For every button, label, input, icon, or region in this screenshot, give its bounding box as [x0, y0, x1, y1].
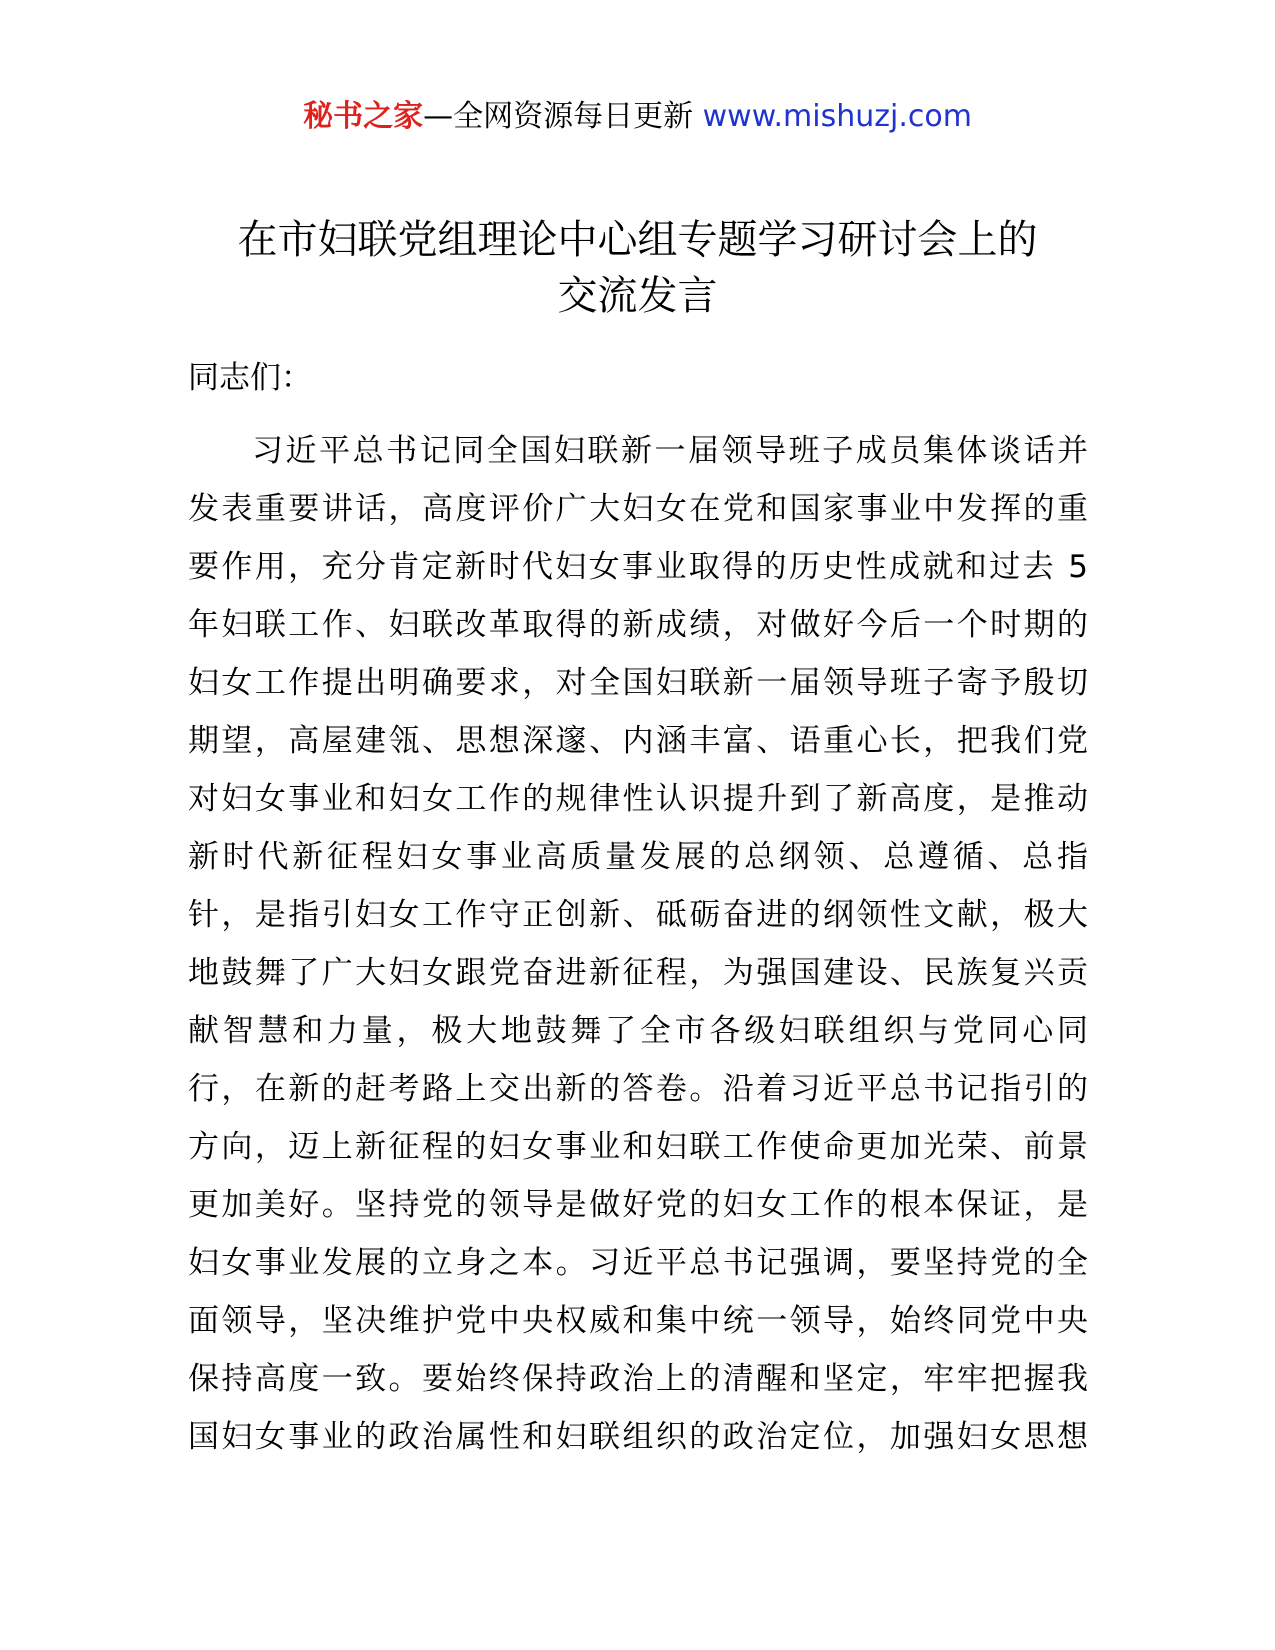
body-line: 行，在新的赶考路上交出新的答卷。沿着习近平总书记指引的 [188, 1071, 1088, 1107]
body-line: 要作用，充分肯定新时代妇女事业取得的历史性成就和过去 5 [188, 549, 1088, 585]
site-header [0, 97, 1275, 137]
body-line: 方向，迈上新征程的妇女事业和妇联工作使命更加光荣、前景 [188, 1129, 1088, 1165]
site-brand-name: 秘书之家 [303, 99, 424, 134]
document-body [188, 422, 1088, 1466]
body-line: 妇女事业发展的立身之本。习近平总书记强调，要坚持党的全 [188, 1245, 1088, 1281]
site-url-link[interactable]: www.mishuzj.com [702, 99, 972, 134]
body-line: 国妇女事业的政治属性和妇联组织的政治定位，加强妇女思想 [188, 1419, 1088, 1455]
body-line: 对妇女事业和妇女工作的规律性认识提升到了新高度，是推动 [188, 781, 1088, 817]
body-line: 保持高度一致。要始终保持政治上的清醒和坚定，牢牢把握我 [188, 1361, 1088, 1397]
body-line: 新时代新征程妇女事业高质量发展的总纲领、总遵循、总指 [188, 839, 1088, 875]
document-title [150, 212, 1125, 324]
title-line: 交流发言 [557, 273, 718, 319]
body-line: 发表重要讲话，高度评价广大妇女在党和国家事业中发挥的重 [188, 491, 1088, 527]
salutation: 同志们： [188, 360, 312, 396]
body-line: 习近平总书记同全国妇联新一届领导班子成员集体谈话并 [252, 433, 1088, 469]
body-line: 年妇联工作、妇联改革取得的新成绩，对做好今后一个时期的 [188, 607, 1088, 643]
title-line: 在市妇联党组理论中心组专题学习研讨会上的 [237, 217, 1038, 263]
body-line: 更加美好。坚持党的领导是做好党的妇女工作的根本保证，是 [188, 1187, 1088, 1223]
body-line: 期望，高屋建瓴、思想深邃、内涵丰富、语重心长，把我们党 [188, 723, 1088, 759]
body-line: 地鼓舞了广大妇女跟党奋进新征程，为强国建设、民族复兴贡 [188, 955, 1088, 991]
body-line: 针，是指引妇女工作守正创新、砥砺奋进的纲领性文献，极大 [188, 897, 1088, 933]
site-tagline: —全网资源每日更新 [423, 99, 694, 134]
body-line: 妇女工作提出明确要求，对全国妇联新一届领导班子寄予殷切 [188, 665, 1088, 701]
body-line: 献智慧和力量，极大地鼓舞了全市各级妇联组织与党同心同 [188, 1013, 1088, 1049]
body-line: 面领导，坚决维护党中央权威和集中统一领导，始终同党中央 [188, 1303, 1088, 1339]
